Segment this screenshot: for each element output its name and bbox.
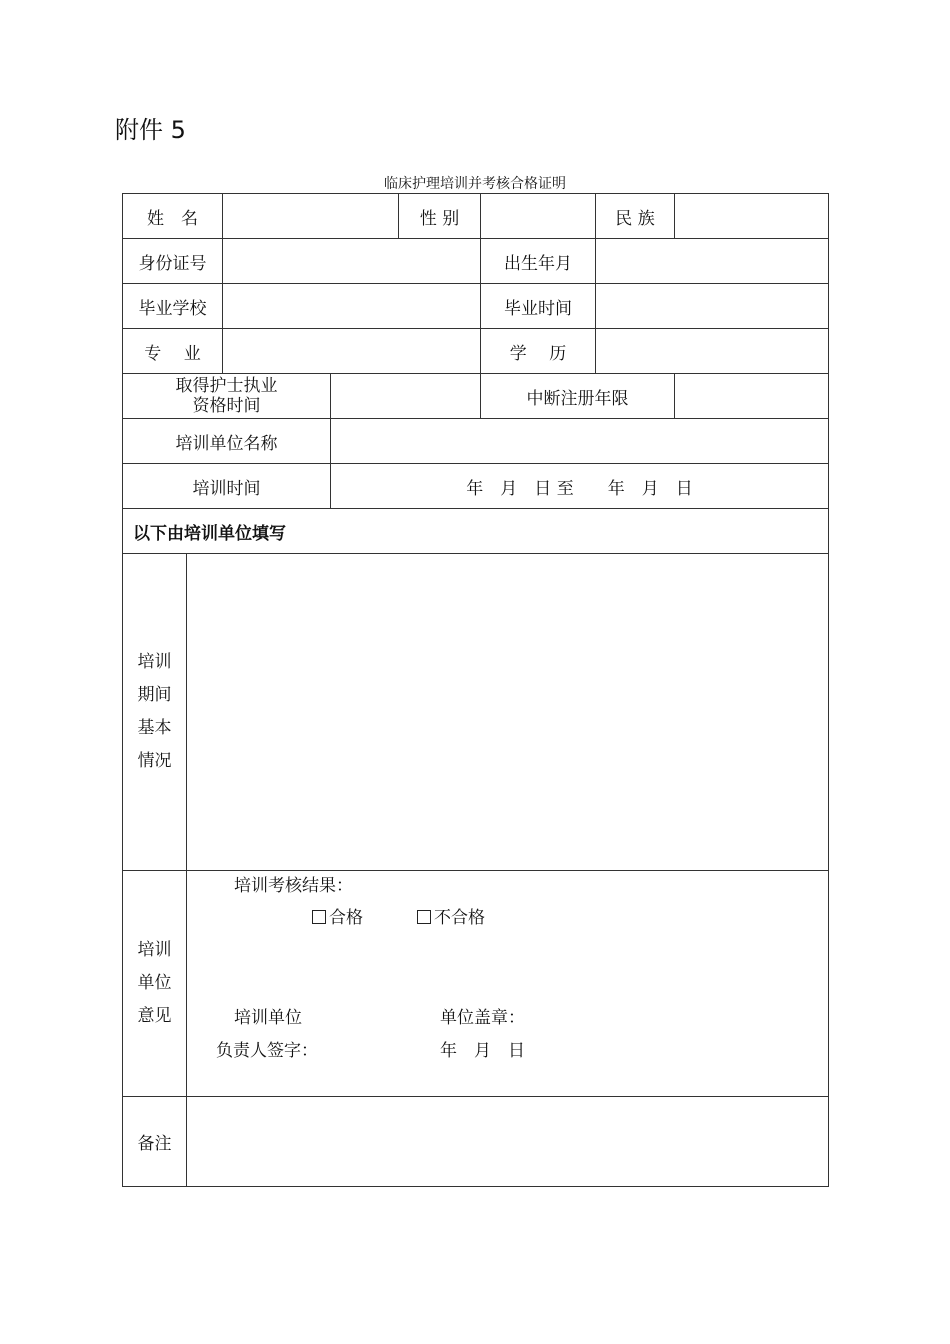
id-number-label: 身份证号 [123,239,223,284]
major-field[interactable] [223,329,481,374]
pass-option[interactable] [312,906,363,930]
unit-opinion-label-line: 培训 [137,940,172,960]
training-situation-field[interactable] [187,554,829,871]
school-field[interactable] [223,284,481,329]
opinion-date: 年 月 日 [440,1040,525,1061]
id-number-field[interactable] [223,239,481,284]
training-situation-label-line: 期间 [137,685,172,705]
ethnicity-field[interactable] [675,194,829,239]
fail-label: 不合格 [434,907,485,928]
attachment-label: 附件 5 [115,116,186,144]
form-title: 临床护理培训并考核合格证明 [384,176,566,192]
fail-option[interactable] [417,906,485,930]
birth-field[interactable] [596,239,829,284]
unit-opinion-label [123,871,187,1097]
license-time-label-line1: 取得护士执业 [175,376,278,396]
training-situation-label-line: 培训 [137,652,172,672]
license-time-label [123,374,331,419]
major-label: 专 业 [123,329,223,374]
education-field[interactable] [596,329,829,374]
section-header: 以下由培训单位填写 [123,509,829,554]
gender-field[interactable] [481,194,596,239]
train-unit-name-label: 培训单位名称 [123,419,331,464]
unit-opinion-label-line: 单位 [137,973,172,993]
unit-seal-label: 单位盖章： [440,1007,525,1028]
unit-opinion-label-line: 意见 [137,1006,172,1026]
grad-time-field[interactable] [596,284,829,329]
signer-label: 负责人签字： [216,1040,318,1061]
gender-label: 性 别 [399,194,481,239]
remarks-label: 备注 [123,1097,187,1187]
name-label: 姓 名 [123,194,223,239]
result-label: 培训考核结果： [234,875,353,896]
pass-checkbox[interactable] [312,910,326,924]
name-field[interactable] [223,194,399,239]
education-label: 学 历 [481,329,596,374]
license-time-field[interactable] [331,374,481,419]
train-time-label: 培训时间 [123,464,331,509]
train-time-field[interactable]: 年 月 日 至 年 月 日 [331,464,829,509]
ethnicity-label: 民 族 [596,194,675,239]
train-unit-name-field[interactable] [331,419,829,464]
license-time-label-line2: 资格时间 [192,396,261,416]
training-situation-label-line: 情况 [137,751,172,771]
training-situation-label-line: 基本 [137,718,172,738]
training-unit-label: 培训单位 [234,1007,302,1028]
interrupt-field[interactable] [675,374,829,419]
pass-label: 合格 [329,907,363,928]
interrupt-label: 中断注册年限 [481,374,675,419]
birth-label: 出生年月 [481,239,596,284]
school-label: 毕业学校 [123,284,223,329]
fail-checkbox[interactable] [417,910,431,924]
remarks-field[interactable] [187,1097,829,1187]
training-situation-label [123,554,187,871]
grad-time-label: 毕业时间 [481,284,596,329]
certificate-form [122,193,829,1187]
unit-opinion-field[interactable] [187,871,829,1097]
